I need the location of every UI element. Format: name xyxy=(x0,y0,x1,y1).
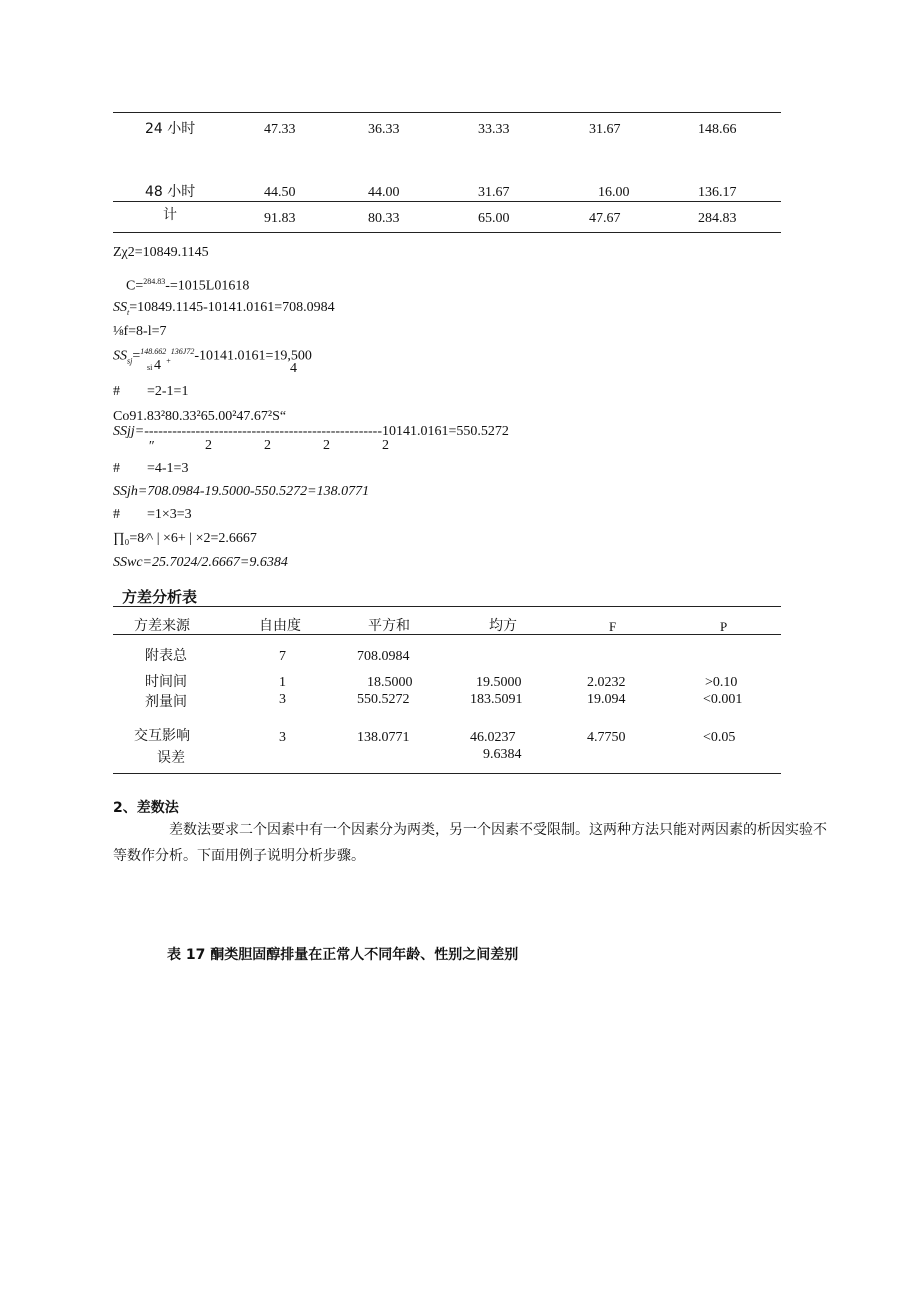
formula-sum-square: Zχ2=10849.1145 xyxy=(113,245,209,260)
header-source: 方差来源 xyxy=(134,618,190,634)
cell: 91.83 xyxy=(264,211,296,226)
f: 19.094 xyxy=(587,692,626,707)
formula-ss-interaction: SSjh=708.0984-19.5000-550.5272=138.0771 xyxy=(113,484,370,499)
header-df: 自由度 xyxy=(259,618,301,634)
source: 时间间 xyxy=(145,674,187,690)
cell: 80.33 xyxy=(368,211,400,226)
top-table-rule-top xyxy=(113,112,781,113)
anova-rule-header xyxy=(113,634,781,635)
ms: 9.6384 xyxy=(483,747,522,762)
ss: 550.5272 xyxy=(357,692,410,707)
formula-correction: C=$^{284.83}$-=1015L01618 xyxy=(126,277,250,294)
p: <0.05 xyxy=(703,730,736,745)
cell: 47.67 xyxy=(589,211,621,226)
cell: 16.00 xyxy=(598,185,630,200)
header-p: P xyxy=(720,619,728,634)
cell: 31.67 xyxy=(478,185,510,200)
cell: 36.33 xyxy=(368,122,400,137)
anova-rule-top xyxy=(113,606,781,607)
section-heading: 2、差数法 xyxy=(113,800,179,816)
cell: 65.00 xyxy=(478,211,510,226)
source: 剂量间 xyxy=(145,694,187,710)
table-17-title: 表 17 酮类胆固醇排量在正常人不同年龄、性别之间差别 xyxy=(167,947,519,963)
header-ss: 平方和 xyxy=(368,618,410,634)
df: 3 xyxy=(279,730,286,745)
df: 1 xyxy=(279,675,286,690)
row-label: 计 xyxy=(163,207,177,223)
ms: 183.5091 xyxy=(470,692,523,707)
formula-harmonic: ∏₀=8⁄^ | ×6+ | ×2=2.6667 xyxy=(113,531,257,546)
top-table-rule-bottom xyxy=(113,232,781,233)
formula-ss-error: SSwc=25.7024/2.6667=9.6384 xyxy=(113,555,288,570)
ms: 46.0237 xyxy=(470,730,516,745)
top-table-rule-mid xyxy=(113,201,781,202)
ss: 18.5000 xyxy=(367,675,413,690)
formula-df-time: # =2-1=1 xyxy=(113,384,189,399)
f: 2.0232 xyxy=(587,675,626,690)
formula-ss-total: $SS_t=10849.1145-10141.0161=708.0984$ xyxy=(113,300,335,317)
header-f: F xyxy=(609,619,617,634)
cell: 136.17 xyxy=(698,185,737,200)
f: 4.7750 xyxy=(587,730,626,745)
cell: 148.66 xyxy=(698,122,737,137)
cell: 33.33 xyxy=(478,122,510,137)
anova-title: 方差分析表 xyxy=(122,588,198,606)
df: 3 xyxy=(279,692,286,707)
anova-rule-bottom xyxy=(113,773,781,774)
cell: 47.33 xyxy=(264,122,296,137)
cell: 284.83 xyxy=(698,211,737,226)
formula-df-dose: # =4-1=3 xyxy=(113,461,189,476)
source: 附表总 xyxy=(145,648,187,664)
formula-ss-dose-numerator: Co91.83²80.33²65.00²47.67²S“ xyxy=(113,409,287,424)
formula-ss-dose: SSjj=---------------------------------------------------10141.0161=550.5272 xyxy=(113,424,509,439)
cell: 31.67 xyxy=(589,122,621,137)
source: 误差 xyxy=(157,750,185,766)
section-paragraph: 差数法要求二个因素中有一个因素分为两类，另一个因素不受限制。这两种方法只能对两因素的析因实验不等数作分析。下面用例子说明分析步骤。 xyxy=(113,822,827,864)
formula-ss-time: $SS_{sj}=^{148.662}_+^{136J72}-10141.0161=19,500$ xyxy=(113,347,312,366)
formula-df-interaction: # =1×3=3 xyxy=(113,507,192,522)
row-label: 48 小时 xyxy=(145,184,196,200)
df: 7 xyxy=(279,649,286,664)
source: 交互影响 xyxy=(134,728,190,744)
ss: 708.0984 xyxy=(357,649,410,664)
row-label: 24 小时 xyxy=(145,121,196,137)
p: >0.10 xyxy=(705,675,738,690)
ms: 19.5000 xyxy=(476,675,522,690)
header-ms: 均方 xyxy=(489,618,517,634)
cell: 44.00 xyxy=(368,185,400,200)
p: <0.001 xyxy=(703,692,743,707)
cell: 44.50 xyxy=(264,185,296,200)
ss: 138.0771 xyxy=(357,730,410,745)
formula-df-total: ⅛f=8-l=7 xyxy=(113,324,167,339)
